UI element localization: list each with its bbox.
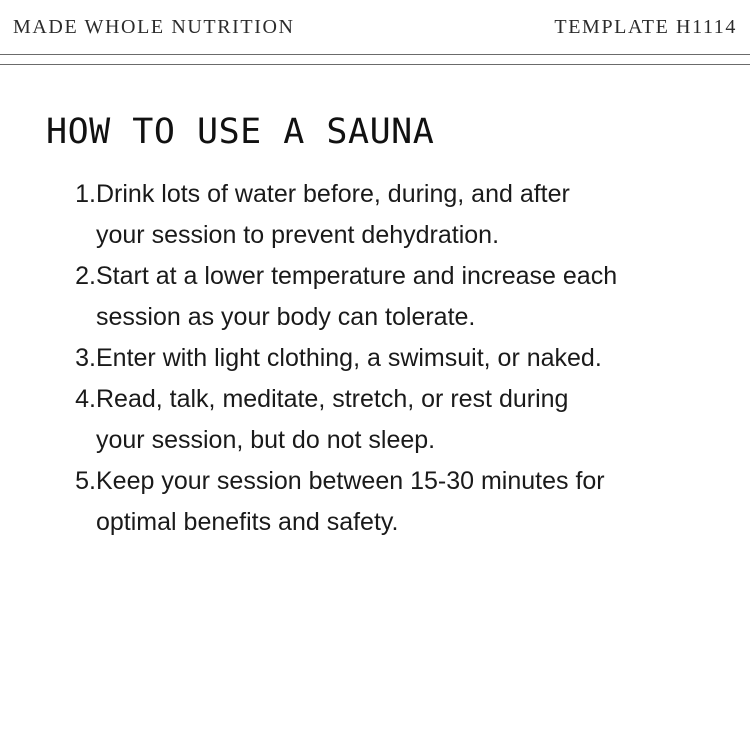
step-text: Start at a lower temperature and increase each session as your body can tolerate.	[96, 262, 618, 331]
list-item	[60, 256, 620, 338]
step-text: Read, talk, meditate, stretch, or rest during your session, but do not sleep.	[96, 385, 569, 454]
step-number: 4.	[75, 385, 96, 413]
step-text: Keep your session between 15-30 minutes for optimal benefits and safety.	[96, 467, 605, 536]
header-divider-top	[0, 54, 750, 55]
list-item	[60, 379, 620, 461]
steps-list	[60, 174, 620, 543]
header	[0, 0, 750, 66]
list-item	[60, 461, 620, 543]
template-id: TEMPLATE H1114	[554, 16, 737, 38]
step-text: Enter with light clothing, a swimsuit, or naked.	[96, 344, 602, 372]
list-item	[60, 338, 620, 379]
header-divider-bottom	[0, 64, 750, 65]
page-title: HOW TO USE A SAUNA	[46, 112, 435, 152]
step-number: 5.	[75, 467, 96, 495]
list-item	[60, 174, 620, 256]
step-text: Drink lots of water before, during, and after your session to prevent dehydration.	[96, 180, 570, 249]
step-number: 2.	[75, 262, 96, 290]
brand-name: MADE WHOLE NUTRITION	[13, 16, 295, 38]
step-number: 3.	[75, 344, 96, 372]
step-number: 1.	[75, 180, 96, 208]
